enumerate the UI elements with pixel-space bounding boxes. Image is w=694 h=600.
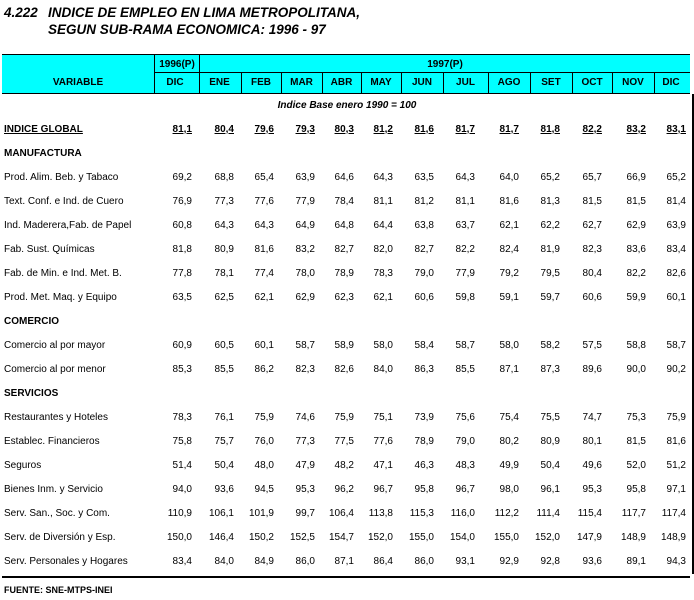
row-value: 94,3 [666, 556, 686, 567]
row-value: 155,0 [493, 532, 519, 543]
table-row [0, 460, 694, 476]
row-value: 80,1 [582, 436, 602, 447]
row-value: 89,1 [626, 556, 646, 567]
row-value: 82,3 [295, 364, 315, 375]
row-value: 84,0 [214, 556, 234, 567]
row-value: 77,6 [254, 196, 274, 207]
row-value: 84,0 [373, 364, 393, 375]
row-value: 95,3 [295, 484, 315, 495]
row-value: 83,6 [626, 244, 646, 255]
row-label: Prod. Alim. Beb. y Tabaco [4, 172, 119, 183]
header-col-divider [530, 73, 531, 93]
row-value: 96,2 [334, 484, 354, 495]
row-value: 81,2 [373, 124, 393, 135]
row-value: 81,1 [172, 124, 192, 135]
row-value: 83,2 [295, 244, 315, 255]
row-value: 87,1 [499, 364, 519, 375]
header-col-divider [443, 73, 444, 93]
row-value: 93,6 [582, 556, 602, 567]
table-row [0, 268, 694, 284]
row-label: Serv. de Diversión y Esp. [4, 532, 116, 543]
header-col-divider [612, 73, 613, 93]
row-value: 82,2 [626, 268, 646, 279]
row-value: 58,8 [626, 340, 646, 351]
row-value: 82,7 [414, 244, 434, 255]
row-value: 60,1 [254, 340, 274, 351]
row-value: 50,4 [214, 460, 234, 471]
row-value: 84,9 [254, 556, 274, 567]
header-col-divider [401, 73, 402, 93]
row-value: 82,6 [666, 268, 686, 279]
header-month: ENE [209, 77, 230, 88]
row-value: 75,7 [214, 436, 234, 447]
row-value: 85,3 [172, 364, 192, 375]
row-value: 94,5 [254, 484, 274, 495]
row-value: 80,2 [499, 436, 519, 447]
row-value: 93,6 [214, 484, 234, 495]
title-line-1: INDICE DE EMPLEO EN LIMA METROPOLITANA, [48, 5, 361, 20]
row-value: 82,2 [455, 244, 475, 255]
row-value: 101,9 [248, 508, 274, 519]
row-value: 78,3 [373, 268, 393, 279]
row-label: Serv. San., Soc. y Com. [4, 508, 110, 519]
header-month: SET [541, 77, 561, 88]
row-value: 78,9 [334, 268, 354, 279]
row-value: 64,4 [373, 220, 393, 231]
row-value: 98,0 [499, 484, 519, 495]
row-value: 48,3 [455, 460, 475, 471]
row-label: Bienes Inm. y Servicio [4, 484, 103, 495]
row-value: 81,6 [666, 436, 686, 447]
row-value: 75,5 [540, 412, 560, 423]
header-col-divider [361, 73, 362, 93]
row-value: 59,8 [455, 292, 475, 303]
row-value: 81,9 [540, 244, 560, 255]
row-value: 86,0 [414, 556, 434, 567]
row-value: 106,1 [208, 508, 234, 519]
row-value: 64,3 [373, 172, 393, 183]
row-value: 63,5 [172, 292, 192, 303]
row-value: 92,9 [499, 556, 519, 567]
header-month: AGO [497, 77, 521, 88]
row-value: 81,6 [414, 124, 434, 135]
row-value: 81,6 [499, 196, 519, 207]
row-value: 82,6 [334, 364, 354, 375]
row-value: 47,9 [295, 460, 315, 471]
row-value: 78,0 [295, 268, 315, 279]
row-value: 95,8 [414, 484, 434, 495]
row-value: 115,3 [409, 508, 434, 519]
table-row [0, 220, 694, 236]
row-value: 50,4 [540, 460, 560, 471]
row-value: 148,9 [660, 532, 686, 543]
row-value: 78,3 [172, 412, 192, 423]
row-value: 112,2 [494, 508, 519, 519]
header-col-divider [488, 73, 489, 93]
row-value: 60,9 [172, 340, 192, 351]
row-value: 146,4 [208, 532, 234, 543]
row-value: 58,7 [455, 340, 475, 351]
row-value: 64,3 [455, 172, 475, 183]
header-year-1996: 1996(P) [159, 59, 195, 70]
row-value: 80,9 [214, 244, 234, 255]
row-value: 150,2 [248, 532, 274, 543]
row-value: 60,1 [666, 292, 686, 303]
row-value: 62,9 [626, 220, 646, 231]
row-value: 115,4 [577, 508, 602, 519]
table-row [0, 556, 694, 572]
title-line-2: SEGUN SUB-RAMA ECONOMICA: 1996 - 97 [48, 22, 326, 37]
row-value: 58,4 [414, 340, 434, 351]
row-value: 86,2 [254, 364, 274, 375]
row-value: 76,9 [172, 196, 192, 207]
row-value: 117,7 [621, 508, 646, 519]
row-value: 154,7 [328, 532, 354, 543]
table-row [0, 532, 694, 548]
row-value: 64,3 [254, 220, 274, 231]
row-value: 49,6 [582, 460, 602, 471]
row-label: Fab. de Min. e Ind. Met. B. [4, 268, 122, 279]
row-value: 82,0 [373, 244, 393, 255]
row-value: 51,4 [172, 460, 192, 471]
row-value: 80,3 [334, 124, 354, 135]
section-heading: MANUFACTURA [4, 148, 82, 159]
row-value: 77,6 [373, 436, 393, 447]
row-value: 85,5 [214, 364, 234, 375]
row-value: 82,7 [334, 244, 354, 255]
row-value: 82,4 [499, 244, 519, 255]
table-row [0, 484, 694, 500]
row-value: 106,4 [328, 508, 354, 519]
row-value: 80,4 [582, 268, 602, 279]
row-value: 59,9 [626, 292, 646, 303]
row-value: 92,8 [540, 556, 560, 567]
row-label: Ind. Maderera,Fab. de Papel [4, 220, 132, 231]
row-label: Prod. Met. Maq. y Equipo [4, 292, 117, 303]
row-value: 86,0 [295, 556, 315, 567]
row-value: 81,5 [626, 196, 646, 207]
row-value: 58,9 [334, 340, 354, 351]
row-value: 76,0 [254, 436, 274, 447]
row-value: 75,9 [334, 412, 354, 423]
row-value: 58,0 [373, 340, 393, 351]
row-value: 48,2 [334, 460, 354, 471]
row-value: 74,7 [582, 412, 602, 423]
row-value: 62,5 [214, 292, 234, 303]
row-value: 94,0 [172, 484, 192, 495]
header-month: ABR [330, 77, 353, 88]
row-value: 76,1 [214, 412, 234, 423]
row-value: 152,5 [289, 532, 315, 543]
row-value: 75,9 [666, 412, 686, 423]
row-value: 64,9 [295, 220, 315, 231]
row-value: 62,7 [582, 220, 602, 231]
row-value: 75,6 [455, 412, 475, 423]
row-value: 60,6 [414, 292, 434, 303]
row-value: 82,2 [582, 124, 602, 135]
row-label: Comercio al por menor [4, 364, 106, 375]
row-value: 79,5 [540, 268, 560, 279]
row-value: 78,9 [414, 436, 434, 447]
section-heading: COMERCIO [4, 316, 59, 327]
table-row [0, 412, 694, 428]
header-month: JUN [411, 77, 432, 88]
row-value: 77,3 [214, 196, 234, 207]
row-value: 83,4 [172, 556, 192, 567]
row-value: 65,7 [582, 172, 602, 183]
table-title [4, 4, 360, 38]
row-value: 155,0 [408, 532, 434, 543]
header-variable: VARIABLE [52, 77, 104, 88]
source-footnote: FUENTE: SNE-MTPS-INEI [4, 585, 113, 595]
row-value: 117,4 [661, 508, 686, 519]
row-value: 96,7 [373, 484, 393, 495]
row-value: 81,4 [666, 196, 686, 207]
row-value: 51,2 [666, 460, 686, 471]
row-label: Establec. Financieros [4, 436, 100, 447]
row-value: 152,0 [534, 532, 560, 543]
row-value: 81,8 [172, 244, 192, 255]
row-value: 110,9 [167, 508, 192, 519]
row-value: 58,7 [295, 340, 315, 351]
row-value: 85,5 [455, 364, 475, 375]
row-value: 81,6 [254, 244, 274, 255]
row-value: 86,4 [373, 556, 393, 567]
table-row [0, 292, 694, 308]
table-row [0, 244, 694, 260]
row-value: 81,7 [499, 124, 519, 135]
table-header [2, 54, 690, 94]
row-value: 81,3 [540, 196, 560, 207]
row-value: 69,2 [172, 172, 192, 183]
header-divider [155, 72, 690, 73]
row-label: Seguros [4, 460, 42, 471]
row-value: 58,0 [499, 340, 519, 351]
row-value: 81,1 [373, 196, 393, 207]
row-value: 75,1 [373, 412, 393, 423]
row-value: 65,2 [540, 172, 560, 183]
row-value: 96,7 [455, 484, 475, 495]
header-month: MAR [290, 77, 313, 88]
row-value: 86,3 [414, 364, 434, 375]
row-value: 64,6 [334, 172, 354, 183]
row-value: 87,3 [540, 364, 560, 375]
row-value: 77,8 [172, 268, 192, 279]
table-row [0, 340, 694, 356]
row-value: 150,0 [166, 532, 192, 543]
table-row [0, 172, 694, 188]
header-month: JUL [456, 77, 475, 88]
row-value: 79,2 [499, 268, 519, 279]
row-value: 77,5 [334, 436, 354, 447]
row-label: Fab. Sust. Químicas [4, 244, 95, 255]
row-value: 60,5 [214, 340, 234, 351]
row-value: 60,8 [172, 220, 192, 231]
row-value: 81,1 [455, 196, 475, 207]
row-value: 58,2 [540, 340, 560, 351]
row-value: 83,4 [666, 244, 686, 255]
row-value: 47,1 [373, 460, 393, 471]
header-year-1997: 1997(P) [427, 59, 463, 70]
row-value: 96,1 [540, 484, 560, 495]
row-label: Restaurantes y Hoteles [4, 412, 108, 423]
row-value: 81,5 [626, 436, 646, 447]
row-value: 81,2 [414, 196, 434, 207]
row-value: 62,1 [373, 292, 393, 303]
row-value: 81,5 [582, 196, 602, 207]
row-value: 82,3 [582, 244, 602, 255]
row-value: 99,7 [295, 508, 315, 519]
row-value: 62,9 [295, 292, 315, 303]
row-value: 64,0 [499, 172, 519, 183]
row-label: INDICE GLOBAL [4, 124, 83, 135]
row-value: 59,7 [540, 292, 560, 303]
row-value: 152,0 [367, 532, 393, 543]
row-value: 79,6 [254, 124, 274, 135]
row-value: 97,1 [666, 484, 686, 495]
row-value: 73,9 [414, 412, 434, 423]
row-value: 48,0 [254, 460, 274, 471]
row-value: 95,3 [582, 484, 602, 495]
row-value: 116,0 [450, 508, 475, 519]
row-value: 80,4 [214, 124, 234, 135]
row-value: 90,2 [666, 364, 686, 375]
row-value: 79,0 [455, 436, 475, 447]
row-value: 75,4 [499, 412, 519, 423]
header-month: FEB [251, 77, 271, 88]
row-value: 78,1 [214, 268, 234, 279]
table-row [0, 436, 694, 452]
row-value: 74,6 [295, 412, 315, 423]
header-col-divider [322, 73, 323, 93]
row-value: 68,8 [214, 172, 234, 183]
row-value: 62,2 [540, 220, 560, 231]
row-value: 65,2 [666, 172, 686, 183]
row-value: 49,9 [499, 460, 519, 471]
row-label: Serv. Personales y Hogares [4, 556, 128, 567]
row-value: 63,5 [414, 172, 434, 183]
row-value: 81,8 [540, 124, 560, 135]
row-label: Text. Conf. e Ind. de Cuero [4, 196, 124, 207]
table-row [0, 196, 694, 212]
row-value: 79,0 [414, 268, 434, 279]
row-value: 78,4 [334, 196, 354, 207]
table-row [0, 508, 694, 524]
row-value: 148,9 [620, 532, 646, 543]
table-row [0, 364, 694, 380]
row-value: 57,5 [582, 340, 602, 351]
row-value: 62,1 [499, 220, 519, 231]
header-month: NOV [622, 77, 644, 88]
row-value: 83,1 [666, 124, 686, 135]
row-value: 75,8 [172, 436, 192, 447]
row-value: 59,1 [499, 292, 519, 303]
global-index-row [0, 124, 694, 140]
header-month: DIC [662, 77, 680, 88]
row-value: 113,8 [368, 508, 393, 519]
row-value: 95,8 [626, 484, 646, 495]
header-col-divider [572, 73, 573, 93]
row-value: 77,9 [455, 268, 475, 279]
bottom-rule [2, 576, 690, 578]
section-heading: SERVICIOS [4, 388, 59, 399]
row-value: 93,1 [455, 556, 475, 567]
row-value: 64,8 [334, 220, 354, 231]
row-value: 111,4 [536, 508, 560, 519]
row-value: 58,7 [666, 340, 686, 351]
row-value: 46,3 [414, 460, 434, 471]
table-number: 4.222 [4, 5, 38, 20]
row-value: 63,9 [295, 172, 315, 183]
row-value: 75,3 [626, 412, 646, 423]
row-value: 77,3 [295, 436, 315, 447]
row-value: 79,3 [295, 124, 315, 135]
row-value: 87,1 [334, 556, 354, 567]
row-value: 147,9 [576, 532, 602, 543]
row-value: 90,0 [626, 364, 646, 375]
row-value: 89,6 [582, 364, 602, 375]
header-month: DIC [166, 77, 184, 88]
row-value: 154,0 [449, 532, 475, 543]
row-value: 62,1 [254, 292, 274, 303]
index-base-note: Indice Base enero 1990 = 100 [277, 100, 417, 111]
row-value: 62,3 [334, 292, 354, 303]
row-value: 63,8 [414, 220, 434, 231]
row-value: 75,9 [254, 412, 274, 423]
header-col-divider [654, 73, 655, 93]
row-value: 63,9 [666, 220, 686, 231]
row-value: 77,9 [295, 196, 315, 207]
row-value: 66,9 [626, 172, 646, 183]
row-value: 52,0 [626, 460, 646, 471]
row-value: 80,9 [540, 436, 560, 447]
header-col-divider [241, 73, 242, 93]
row-value: 81,7 [455, 124, 475, 135]
row-label: Comercio al por mayor [4, 340, 106, 351]
row-value: 77,4 [254, 268, 274, 279]
row-value: 83,2 [626, 124, 646, 135]
header-month: OCT [581, 77, 603, 88]
row-value: 60,6 [582, 292, 602, 303]
row-value: 63,7 [455, 220, 475, 231]
header-col-divider [281, 73, 282, 93]
row-value: 64,3 [214, 220, 234, 231]
row-value: 65,4 [254, 172, 274, 183]
header-month: MAY [370, 77, 392, 88]
